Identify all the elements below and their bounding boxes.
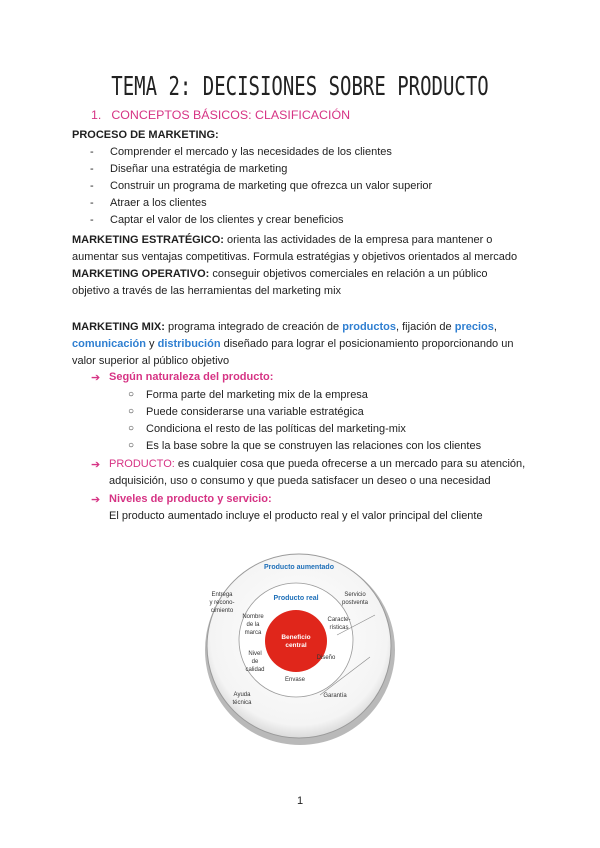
keyword-comunicacion: comunicación xyxy=(72,338,146,350)
producto-label: PRODUCTO: xyxy=(109,458,175,470)
aumentado-title: Producto aumentado xyxy=(263,564,335,571)
nombre-label: marca xyxy=(244,630,262,636)
operativo-text-2: objetivo a través de las herramientas del marketing mix xyxy=(72,285,342,297)
entrega-label: y recono- xyxy=(209,600,235,606)
garantia-label: Garantía xyxy=(323,693,347,699)
producto-text-1: es cualquier cosa que pueda ofrecerse a un mercado para su atención, xyxy=(174,458,526,470)
arrow-icon: ➔ xyxy=(91,372,101,384)
circle-bullet-icon: ○ xyxy=(128,406,135,417)
proceso-heading: PROCESO DE MARKETING: xyxy=(72,129,219,141)
arrow-icon: ➔ xyxy=(91,459,101,471)
arrow-icon: ➔ xyxy=(91,494,101,506)
core-circle xyxy=(265,610,327,672)
section-heading xyxy=(91,108,350,122)
dash-bullet: - xyxy=(90,180,94,192)
operativo-text-1: conseguir objetivos comerciales en relación a un público xyxy=(209,268,488,280)
product-levels-diagram xyxy=(195,545,405,745)
core-label-1: Beneficio xyxy=(281,634,311,641)
servicio-label: Servicio xyxy=(344,592,366,598)
estrategico-text-2: aumentar sus ventajas competitivas. Formula estratégias y objetivos orientados al mercado xyxy=(72,251,518,263)
naturaleza-item: Forma parte del marketing mix de la empresa xyxy=(146,389,368,401)
estrategico-line-1 xyxy=(72,232,492,249)
core-label-2: central xyxy=(285,642,307,649)
mix-text: , xyxy=(493,321,497,333)
naturaleza-heading: Según naturaleza del producto: xyxy=(109,371,274,383)
circle-bullet-icon: ○ xyxy=(128,440,135,451)
envase-label: Envase xyxy=(284,677,306,683)
niveles-heading: Niveles de producto y servicio: xyxy=(109,493,272,505)
entrega-label: Entrega xyxy=(211,592,233,598)
naturaleza-item: Condiciona el resto de las políticas del marketing-mix xyxy=(146,423,406,435)
real-title: Producto real xyxy=(273,595,319,602)
niveles-text: El producto aumentado incluye el producto real y el valor principal del cliente xyxy=(109,510,483,522)
operativo-line-1 xyxy=(72,266,488,283)
keyword-productos: productos xyxy=(342,321,397,333)
caracteristicas-label: rísticas xyxy=(329,625,349,631)
proceso-item: Captar el valor de los clientes y crear beneficios xyxy=(110,214,344,226)
ayuda-label: Ayuda xyxy=(233,692,251,698)
operativo-label: MARKETING OPERATIVO: xyxy=(72,268,210,280)
mix-label: MARKETING MIX: xyxy=(72,321,165,333)
dash-bullet: - xyxy=(90,146,94,158)
section-label: CONCEPTOS BÁSICOS: CLASIFICACIÓN xyxy=(111,108,351,122)
nombre-label: de la xyxy=(246,622,260,628)
proceso-item: Construir un programa de marketing que ofrezca un valor superior xyxy=(110,180,433,192)
circle-bullet-icon: ○ xyxy=(128,389,135,400)
mix-line-1 xyxy=(72,319,497,336)
keyword-precios: precios xyxy=(454,321,494,333)
page-title: TEMA 2: DECISIONES SOBRE PRODUCTO xyxy=(111,72,489,102)
mix-text: , fijación de xyxy=(396,321,455,333)
nivel-label: de xyxy=(251,659,259,665)
keyword-distribucion: distribución xyxy=(157,338,221,350)
caracteristicas-label: Caracte- xyxy=(327,617,351,623)
estrategico-text-1: orienta las actividades de la empresa para mantener o xyxy=(223,234,493,246)
nombre-label: Nombre xyxy=(242,614,264,620)
mix-text: diseñado para lograr el posicionamiento proporcionando un xyxy=(220,338,514,350)
entrega-label: cimiento xyxy=(210,608,234,614)
producto-line-1 xyxy=(109,458,525,470)
dash-bullet: - xyxy=(90,214,94,226)
nivel-label: Nivel xyxy=(248,651,262,657)
proceso-item: Atraer a los clientes xyxy=(110,197,207,209)
proceso-item: Diseñar una estratégia de marketing xyxy=(110,163,288,175)
naturaleza-item: Puede considerarse una variable estratégica xyxy=(146,406,364,418)
circle-bullet-icon: ○ xyxy=(128,423,135,434)
proceso-item: Comprender el mercado y las necesidades de los clientes xyxy=(110,146,392,158)
diseno-label: Diseño xyxy=(316,655,336,661)
estrategico-label: MARKETING ESTRATÉGICO: xyxy=(72,234,224,246)
nivel-label: calidad xyxy=(245,667,265,673)
page-number: 1 xyxy=(296,795,304,807)
mix-line-2 xyxy=(72,336,513,353)
dash-bullet: - xyxy=(90,197,94,209)
dash-bullet: - xyxy=(90,163,94,175)
mix-text: y xyxy=(145,338,158,350)
mix-text: programa integrado de creación de xyxy=(164,321,343,333)
servicio-label: postventa xyxy=(341,600,369,606)
naturaleza-item: Es la base sobre la que se construyen las relaciones con los clientes xyxy=(146,440,482,452)
section-number: 1. xyxy=(91,108,102,122)
ayuda-label: técnica xyxy=(232,700,252,706)
producto-text-2: adquisición, uso o consumo y que pueda satisfacer un deseo o una necesidad xyxy=(109,475,491,487)
mix-line-3: valor superior al público objetivo xyxy=(72,355,230,367)
